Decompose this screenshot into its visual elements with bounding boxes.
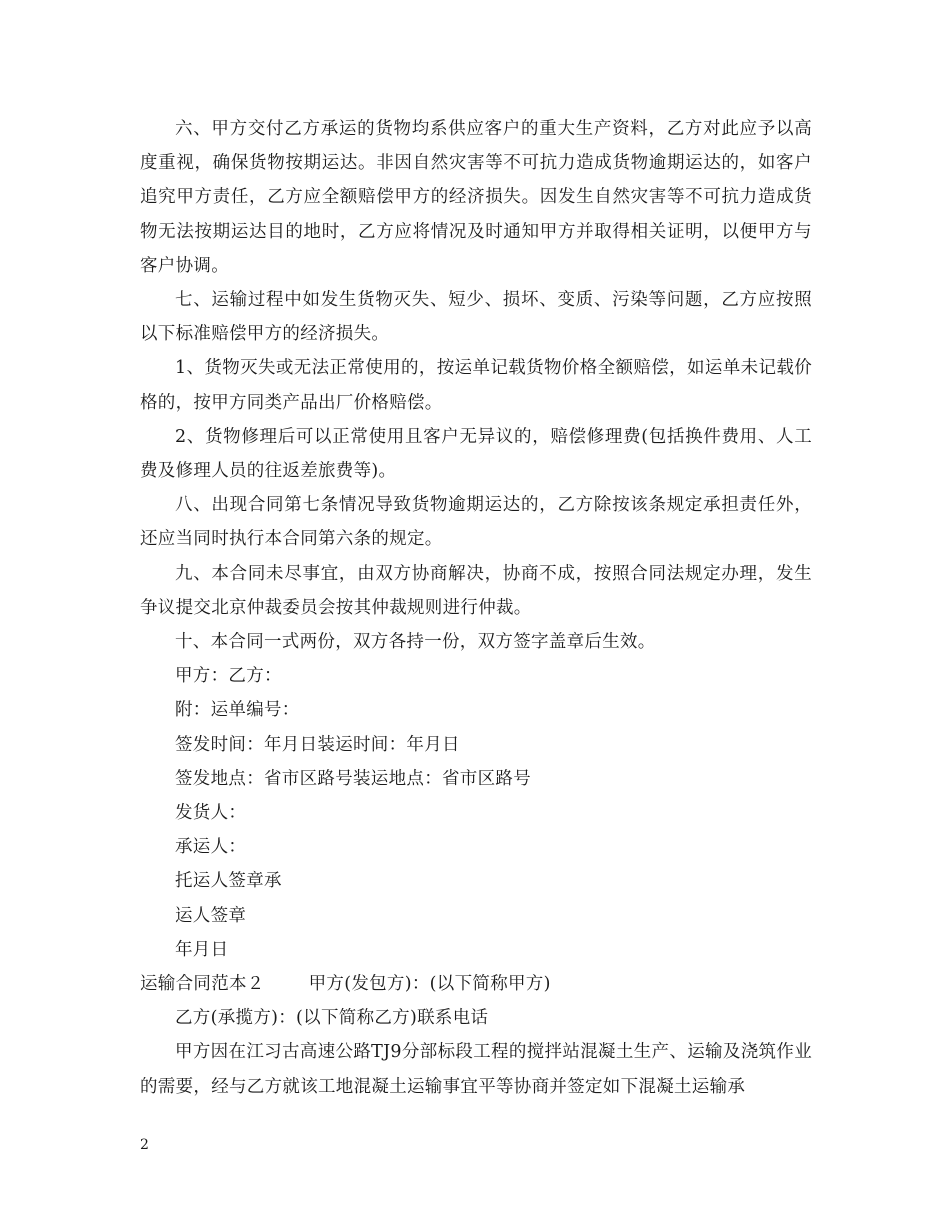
clause-seven-item-2: 2、货物修理后可以正常使用且客户无异议的，赔偿修理费(包括换件费用、人工费及修理人员的往返差旅费等)。 bbox=[140, 426, 812, 482]
clause-seven-paragraph: 七、运输过程中如发生货物灭失、短少、损坏、变质、污染等问题，乙方应按照以下标准赔偿甲方的经济损失。 bbox=[140, 290, 812, 345]
carrier-line: 承运人： bbox=[175, 837, 247, 858]
clause-eight-paragraph: 八、出现合同第七条情况导致货物逾期运达的，乙方除按该条规定承担责任外，还应当同时执行本合同第六条的规定。 bbox=[140, 495, 812, 550]
shipper-line: 发货人： bbox=[175, 803, 247, 824]
issue-place-line: 签发地点：省市区路号装运地点：省市区路号 bbox=[175, 768, 531, 789]
party-b-line: 乙方(承揽方)：(以下简称乙方)联系电话 bbox=[175, 1008, 489, 1029]
clause-ten-line: 十、本合同一式两份，双方各持一份，双方签字盖章后生效。 bbox=[175, 632, 656, 653]
clause-seven-item-1: 1、货物灭失或无法正常使用的，按运单记载货物价格全额赔偿，如运单未记载价格的，按甲方同类产品出厂价格赔偿。 bbox=[140, 358, 812, 413]
party-a-label: 甲方(发包方)：(以下简称甲方) bbox=[308, 974, 551, 995]
contract-title: 运输合同范本２ bbox=[140, 974, 265, 995]
issue-time-line: 签发时间：年月日装运时间：年月日 bbox=[175, 734, 460, 755]
parties-signature-line: 甲方：乙方： bbox=[175, 666, 282, 687]
document-body bbox=[140, 112, 812, 1104]
waybill-number-line: 附：运单编号： bbox=[175, 700, 300, 721]
contract-heading-line bbox=[140, 967, 812, 1001]
carrier-seal-line: 运人签章 bbox=[175, 905, 247, 926]
contract-intro-paragraph: 甲方因在江习古高速公路TJ9分部标段工程的搅拌站混凝土生产、运输及浇筑作业的需要，经与乙方就该工地混凝土运输事宜平等协商并签定如下混凝土运输承 bbox=[140, 1042, 812, 1097]
consignor-seal-line: 托运人签章承 bbox=[175, 871, 282, 892]
clause-six-paragraph: 六、甲方交付乙方承运的货物均系供应客户的重大生产资料，乙方对此应予以高度重视，确保货物按期运达。非因自然灾害等不可抗力造成货物逾期运达的，如客户追究甲方责任，乙方应全额赔偿甲方的经济损失。因发生自然灾害等不可抗力造成货物无法按期运达目的地时，乙方应将情况及时通知甲方并取得相关证明，以便甲方与客户协调。 bbox=[140, 119, 812, 276]
clause-nine-paragraph: 九、本合同未尽事宜，由双方协商解决，协商不成，按照合同法规定办理，发生争议提交北京仲裁委员会按其仲裁规则进行仲裁。 bbox=[140, 563, 812, 618]
page-number: 2 bbox=[140, 1137, 149, 1153]
date-line: 年月日 bbox=[175, 939, 229, 960]
